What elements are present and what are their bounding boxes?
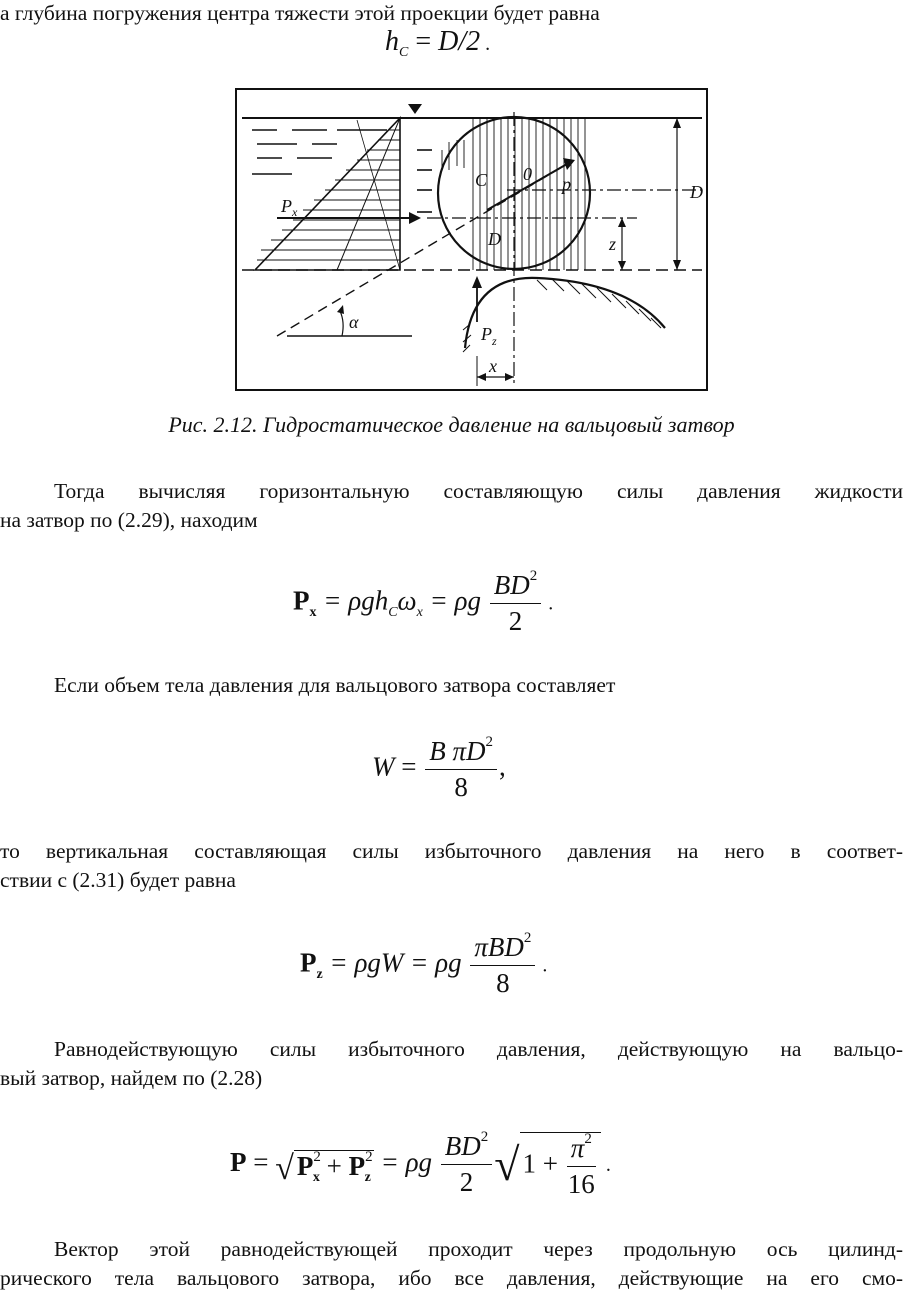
text-line: Вектор этой равнодействующей проходит через продольную ось цилинд-	[54, 1237, 903, 1261]
text-line: вый затвор, найдем по (2.28)	[0, 1066, 263, 1090]
water-level-marker	[408, 104, 422, 114]
text-line: то вертикальная составляющая силы избыточного давления на него в соответ-	[0, 839, 903, 863]
figure-caption: Рис. 2.12. Гидростатическое давление на вальцовый затвор	[168, 412, 735, 437]
text-line: на затвор по (2.29), находим	[0, 508, 258, 532]
text-line: ствии с (2.31) будет равна	[0, 868, 236, 892]
text-line: Тогда вычисляя горизонтальную составляющую силы давления жидкости	[54, 479, 903, 503]
svg-text:z: z	[492, 334, 497, 348]
formula-p: P = √ $P^2_x + P^2_z = \rho g$ $\frac{BD^2}{2}$ √ 1 + $\frac{\pi^2}{16}$ .	[230, 1129, 611, 1199]
formula-pz: $P_z = \rho gW = \rho g$ $\frac{\pi BD^2}{8}$ .	[300, 930, 548, 998]
formula-hc: $h_C = D/2$ .	[385, 26, 491, 60]
label-c: C	[475, 170, 488, 190]
label-alpha: α	[349, 312, 359, 332]
formula-w: W = $\frac{B \pi D^2}{8}$ ,	[372, 734, 506, 802]
label-px: P	[281, 196, 292, 216]
label-z: z	[609, 234, 617, 254]
label-d-dim: D	[690, 182, 703, 202]
text-line: а глубина погружения центра тяжести этой проекции будет равна	[0, 1, 600, 25]
label-pz: P	[481, 324, 492, 344]
diagram-diagonal	[337, 118, 400, 270]
label-p: p	[562, 174, 571, 194]
text-line: Если объем тела давления для вальцового затвора составляет	[54, 673, 616, 697]
figure-roller-gate	[235, 88, 708, 391]
text-line: Равнодействующую силы избыточного давления, действующую на вальцо-	[54, 1037, 903, 1061]
label-x: x	[489, 356, 497, 376]
figure-drawing	[237, 90, 706, 389]
formula-px: $P_x = \rho gh_C\omega_x = \rho g$ $\frac{BD^2}{2}$ .	[293, 568, 554, 636]
label-d-center: D	[488, 229, 501, 249]
text-line: рического тела вальцового затвора, ибо все давления, действующие на его смо-	[0, 1266, 903, 1290]
svg-text:x: x	[292, 205, 298, 219]
label-o: 0	[523, 164, 532, 184]
